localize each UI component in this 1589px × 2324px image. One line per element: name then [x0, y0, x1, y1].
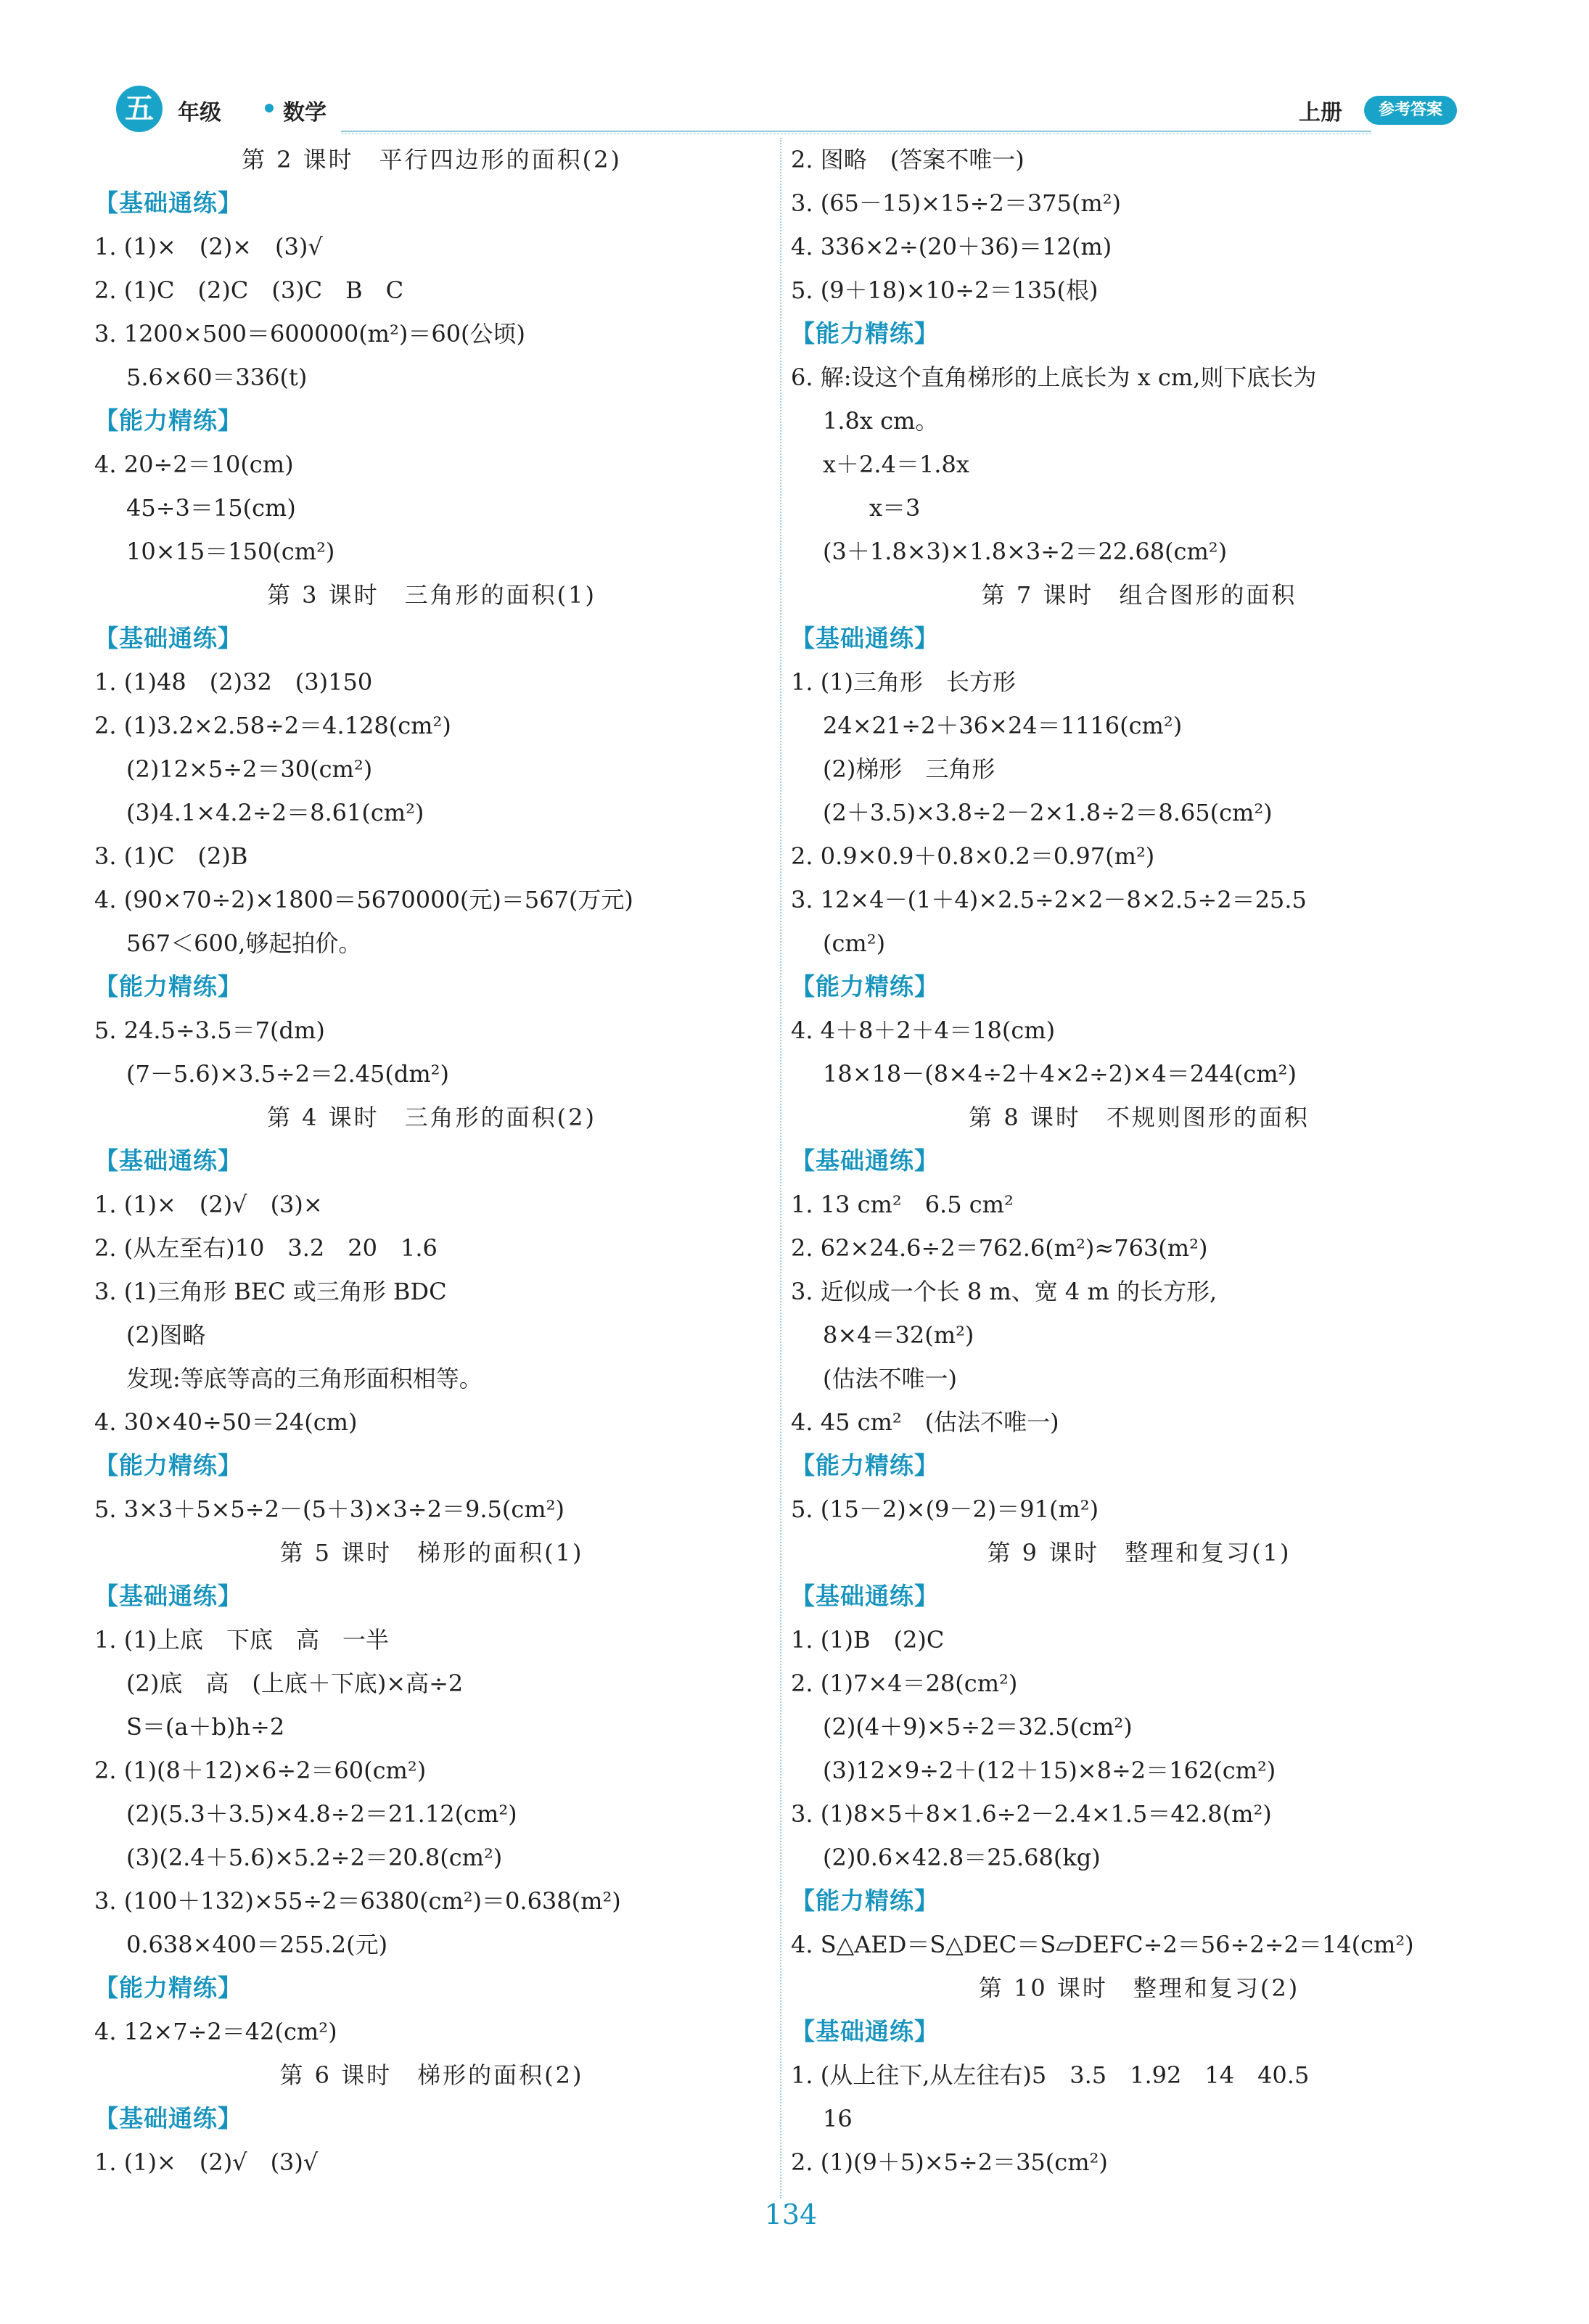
answer-line: 2. 0.9×0.9＋0.8×0.2＝0.97(m²): [791, 842, 1155, 870]
answer-line: 10×15＝150(cm²): [126, 538, 335, 565]
section-heading: 【能力精练】: [791, 1451, 939, 1479]
answer-line: 3. (100＋132)×55÷2＝6380(cm²)＝0.638(m²): [94, 1887, 621, 1915]
answer-line: x＋2.4＝1.8x: [823, 451, 969, 478]
answer-line: 3. 近似成一个长 8 m、宽 4 m 的长方形,: [791, 1278, 1218, 1305]
section-heading: 【基础通练】: [94, 1582, 242, 1610]
answer-line: 1. (1)上底 下底 高 一半: [94, 1626, 390, 1654]
right-column: [791, 138, 1487, 2184]
answer-line: 1. (1)B (2)C: [791, 1626, 945, 1654]
lesson-title: 第 3 课时 三角形的面积(1): [266, 581, 597, 609]
answer-line: (cm²): [823, 929, 886, 957]
grade-badge: 五: [116, 86, 163, 132]
answer-line: 24×21÷2＋36×24＝1116(cm²): [823, 712, 1183, 739]
answer-line: (2)图略: [126, 1321, 206, 1349]
section-heading: 【基础通练】: [791, 1582, 939, 1610]
answer-line: (3)12×9÷2＋(12＋15)×8÷2＝162(cm²): [823, 1757, 1276, 1784]
answer-line: (2)12×5÷2＝30(cm²): [126, 755, 373, 783]
section-heading: 【能力精练】: [791, 319, 939, 348]
page-number: 134: [764, 2198, 818, 2230]
section-heading: 【基础通练】: [791, 2017, 939, 2045]
answer-line: 2. 62×24.6÷2＝762.6(m²)≈763(m²): [791, 1234, 1208, 1262]
answer-line: 3. (1)三角形 BEC 或三角形 BDC: [94, 1278, 447, 1305]
answer-line: (3＋1.8×3)×1.8×3÷2＝22.68(cm²): [823, 538, 1228, 565]
answer-line: 0.638×400＝255.2(元): [126, 1931, 388, 1958]
answer-line: 2. 图略 (答案不唯一): [791, 146, 1025, 173]
section-heading: 【能力精练】: [94, 1974, 242, 2002]
answer-line: 1. (1)× (2)√ (3)×: [94, 1191, 323, 1218]
lesson-title: 第 5 课时 梯形的面积(1): [279, 1539, 584, 1567]
answer-line: 2. (1)3.2×2.58÷2＝4.128(cm²): [94, 712, 451, 739]
section-heading: 【基础通练】: [94, 624, 242, 652]
subject-label: 数学: [283, 100, 327, 126]
answer-line: (7－5.6)×3.5÷2＝2.45(dm²): [126, 1060, 449, 1088]
section-heading: 【基础通练】: [94, 2104, 242, 2132]
grade-label: 年级: [178, 100, 221, 126]
dot-icon: [265, 104, 274, 112]
lesson-title: 第 2 课时 平行四边形的面积(2): [241, 146, 623, 173]
answer-line: 4. 30×40÷50＝24(cm): [94, 1408, 358, 1436]
answer-line: 3. (1)8×5＋8×1.6÷2－2.4×1.5＝42.8(m²): [791, 1800, 1272, 1828]
answer-line: (2)0.6×42.8＝25.68(kg): [823, 1844, 1101, 1871]
section-heading: 【能力精练】: [94, 1451, 242, 1479]
answer-line: (2)梯形 三角形: [823, 755, 995, 783]
section-heading: 【基础通练】: [94, 189, 242, 217]
answer-line: 18×18－(8×4÷2＋4×2÷2)×4＝244(cm²): [823, 1060, 1297, 1088]
answer-line: (2＋3.5)×3.8÷2－2×1.8÷2＝8.65(cm²): [823, 799, 1273, 826]
answer-line: 3. 1200×500＝600000(m²)＝60(公顷): [94, 320, 526, 348]
answer-line: 5.6×60＝336(t): [126, 364, 308, 391]
answer-line: (2)(5.3＋3.5)×4.8÷2＝21.12(cm²): [126, 1800, 517, 1828]
section-heading: 【能力精练】: [94, 972, 242, 1001]
answer-line: 1. (1)× (2)× (3)√: [94, 233, 323, 260]
answer-line: (3)4.1×4.2÷2＝8.61(cm²): [126, 799, 424, 826]
answer-line: 2. (1)7×4＝28(cm²): [791, 1670, 1018, 1697]
header-rule: [341, 131, 1371, 132]
section-heading: 【能力精练】: [791, 972, 939, 1001]
answer-line: 3. (1)C (2)B: [94, 842, 248, 870]
answer-line: 5. 3×3＋5×5÷2－(5＋3)×3÷2＝9.5(cm²): [94, 1495, 564, 1523]
volume-label: 上册: [1299, 100, 1342, 126]
answer-line: x＝3: [823, 494, 921, 522]
lesson-title: 第 4 课时 三角形的面积(2): [266, 1104, 597, 1131]
column-divider: [780, 138, 781, 2198]
answer-line: 1. (从上往下,从左往右)5 3.5 1.92 14 40.5: [791, 2061, 1310, 2089]
answer-badge: 参考答案: [1364, 96, 1457, 125]
answer-line: 6. 解:设这个直角梯形的上底长为 x cm,则下底长为: [791, 364, 1317, 391]
answer-line: 2. (1)(8＋12)×6÷2＝60(cm²): [94, 1757, 427, 1784]
answer-line: 45÷3＝15(cm): [126, 494, 296, 522]
answer-line: 3. 12×4－(1＋4)×2.5÷2×2－8×2.5÷2＝25.5: [791, 886, 1307, 913]
answer-line: 发现:等底等高的三角形面积相等。: [126, 1365, 483, 1392]
section-heading: 【基础通练】: [791, 624, 939, 652]
answer-line: (2)(4＋9)×5÷2＝32.5(cm²): [823, 1713, 1133, 1741]
lesson-title: 第 8 课时 不规则图形的面积: [969, 1104, 1310, 1131]
answer-line: 567＜600,够起拍价。: [126, 929, 362, 957]
answer-line: (估法不唯一): [823, 1365, 957, 1392]
answer-line: 4. 45 cm² (估法不唯一): [791, 1408, 1059, 1436]
answer-line: 16: [823, 2105, 853, 2132]
answer-line: 8×4＝32(m²): [823, 1321, 974, 1349]
section-heading: 【能力精练】: [94, 406, 242, 435]
lesson-title: 第 10 课时 整理和复习(2): [978, 1974, 1300, 2002]
answer-line: 2. (1)C (2)C (3)C B C: [94, 276, 404, 304]
answer-line: 1. (1)三角形 长方形: [791, 668, 1017, 696]
answer-line: 1. (1)× (2)√ (3)√: [94, 2148, 319, 2176]
answer-line: (3)(2.4＋5.6)×5.2÷2＝20.8(cm²): [126, 1844, 503, 1871]
answer-line: 3. (65－15)×15÷2＝375(m²): [791, 189, 1122, 217]
answer-line: 4. 4＋8＋2＋4＝18(cm): [791, 1017, 1056, 1044]
answer-line: 4. 12×7÷2＝42(cm²): [94, 2018, 337, 2045]
section-heading: 【基础通练】: [94, 1146, 242, 1175]
lesson-title: 第 7 课时 组合图形的面积: [981, 581, 1297, 609]
answer-line: 4. (90×70÷2)×1800＝5670000(元)＝567(万元): [94, 886, 633, 913]
answer-line: 1. (1)48 (2)32 (3)150: [94, 668, 373, 696]
answer-line: 4. S△AED＝S△DEC＝S▱DEFC÷2＝56÷2÷2＝14(cm²): [791, 1931, 1414, 1958]
answer-line: (2)底 高 (上底＋下底)×高÷2: [126, 1670, 464, 1697]
answer-line: 5. (9＋18)×10÷2＝135(根): [791, 276, 1099, 304]
answer-line: 5. (15－2)×(9－2)＝91(m²): [791, 1495, 1099, 1523]
answer-line: 2. (从左至右)10 3.2 20 1.6: [94, 1234, 438, 1262]
answer-line: 4. 336×2÷(20＋36)＝12(m): [791, 233, 1112, 260]
answer-line: 2. (1)(9＋5)×5÷2＝35(cm²): [791, 2148, 1108, 2176]
section-heading: 【能力精练】: [791, 1886, 939, 1915]
lesson-title: 第 6 课时 梯形的面积(2): [279, 2061, 584, 2089]
answer-line: 5. 24.5÷3.5＝7(dm): [94, 1017, 325, 1044]
page-header: [109, 86, 1473, 144]
lesson-title: 第 9 课时 整理和复习(1): [987, 1539, 1292, 1567]
answer-line: S＝(a＋b)h÷2: [126, 1713, 285, 1741]
section-heading: 【基础通练】: [791, 1146, 939, 1175]
answer-line: 1. 13 cm² 6.5 cm²: [791, 1191, 1014, 1218]
left-column: [94, 138, 769, 2184]
answer-line: 4. 20÷2＝10(cm): [94, 451, 294, 478]
answer-line: 1.8x cm。: [823, 407, 939, 435]
